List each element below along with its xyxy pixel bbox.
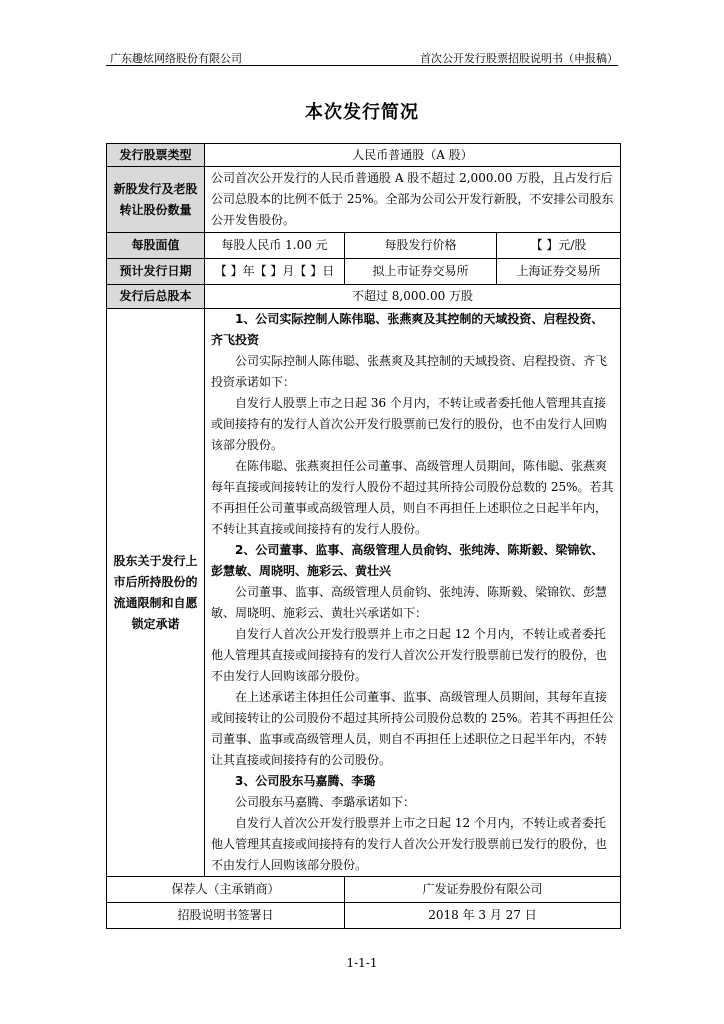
lockup-heading: 2、公司董事、监事、高级管理人员俞钧、张纯涛、陈斯毅、梁锦钦、彭慧敏、周晓明、施彩云、黄壮兴 xyxy=(211,543,604,578)
lockup-paragraph: 自发行人首次公开发行股票并上市之日起 12 个月内，不转让或者委托他人管理其直接或间接持有的发行人首次公开发行股票前已发行的股份，也不由发行人回购该部分股份。 xyxy=(211,627,608,683)
header-company: 广东趣炫网络股份有限公司 xyxy=(110,52,242,65)
header-doc-title: 首次公开发行股票招股说明书（申报稿） xyxy=(420,52,618,65)
offering-summary-table xyxy=(106,143,621,929)
sign-date-value: 2018 年 3 月 27 日 xyxy=(345,903,621,929)
page-number: 1-1-1 xyxy=(346,956,378,970)
lockup-commitments xyxy=(205,309,621,877)
page-title: 本次发行简况 xyxy=(305,102,419,123)
exchange-label: 拟上市证券交易所 xyxy=(345,259,497,285)
lockup-paragraph: 在上述承诺主体担任公司董事、监事、高级管理人员期间，其每年直接或间接转让的公司股份不超过其所持公司股份总数的 25%。若其不再担任公司董事、监事或高级管理人员，则自不再担任上述职位之日起半年内，不转让其直接或间接持有的公司股份。 xyxy=(211,690,614,767)
issue-date-value: 【 】年【 】月【 】日 xyxy=(205,259,345,285)
row-issue-date xyxy=(107,259,621,285)
lockup-label: 股东关于发行上市后所持股份的流通限制和自愿锁定承诺 xyxy=(107,309,205,877)
row-sign-date xyxy=(107,903,621,929)
stock-type-label: 发行股票类型 xyxy=(107,144,205,167)
row-sponsor xyxy=(107,877,621,903)
total-shares-label: 发行后总股本 xyxy=(107,285,205,309)
lockup-heading: 1、公司实际控制人陈伟聪、张燕爽及其控制的天域投资、启程投资、齐飞投资 xyxy=(211,312,604,347)
lockup-paragraph: 公司董事、监事、高级管理人员俞钧、张纯涛、陈斯毅、梁锦钦、彭慧敏、周晓明、施彩云、黄壮兴承诺如下： xyxy=(211,585,608,620)
total-shares-value: 不超过 8,000.00 万股 xyxy=(205,285,621,309)
issue-date-label: 预计发行日期 xyxy=(107,259,205,285)
lockup-paragraph: 在陈伟聪、张燕爽担任公司董事、高级管理人员期间，陈伟聪、张燕爽每年直接或间接转让的发行人股份不超过其所持公司股份总数的 25%。若其不再担任公司董事或高级管理人员，则自不再担任上述职位之日起半年内，不转让其直接或间接持有的发行人股份。 xyxy=(211,459,614,536)
row-new-shares xyxy=(107,167,621,233)
row-total-shares xyxy=(107,285,621,309)
row-stock-type xyxy=(107,144,621,167)
row-lockup xyxy=(107,309,621,877)
price-label: 每股发行价格 xyxy=(345,233,497,259)
sponsor-value: 广发证券股份有限公司 xyxy=(345,877,621,903)
new-shares-label: 新股发行及老股转让股份数量 xyxy=(107,167,205,233)
lockup-paragraph: 自发行人首次公开发行股票并上市之日起 12 个月内，不转让或者委托他人管理其直接或间接持有的发行人首次公开发行股票前已发行的股份，也不由发行人回购该部分股份。 xyxy=(211,816,608,872)
header-rule xyxy=(106,65,618,66)
sponsor-label: 保荐人（主承销商） xyxy=(107,877,345,903)
par-value-label: 每股面值 xyxy=(107,233,205,259)
par-value-value: 每股人民币 1.00 元 xyxy=(205,233,345,259)
sign-date-label: 招股说明书签署日 xyxy=(107,903,345,929)
new-shares-value: 公司首次公开发行的人民币普通股 A 股不超过 2,000.00 万股，且占发行后公司总股本的比例不低于 25%。全部为公司公开发行新股，不安排公司股东公开发售股份。 xyxy=(205,167,621,233)
price-value: 【 】元/股 xyxy=(497,233,621,259)
row-par-value xyxy=(107,233,621,259)
stock-type-value: 人民币普通股（A 股） xyxy=(205,144,621,167)
exchange-value: 上海证券交易所 xyxy=(497,259,621,285)
lockup-paragraph: 公司实际控制人陈伟聪、张燕爽及其控制的天域投资、启程投资、齐飞投资承诺如下： xyxy=(211,354,608,389)
lockup-heading: 3、公司股东马嘉腾、李璐 xyxy=(235,774,376,788)
lockup-paragraph: 公司股东马嘉腾、李璐承诺如下： xyxy=(235,795,416,809)
lockup-paragraph: 自发行人股票上市之日起 36 个月内，不转让或者委托他人管理其直接或间接持有的发行人首次公开发行股票前已发行的股份，也不由发行人回购该部分股份。 xyxy=(211,396,608,452)
